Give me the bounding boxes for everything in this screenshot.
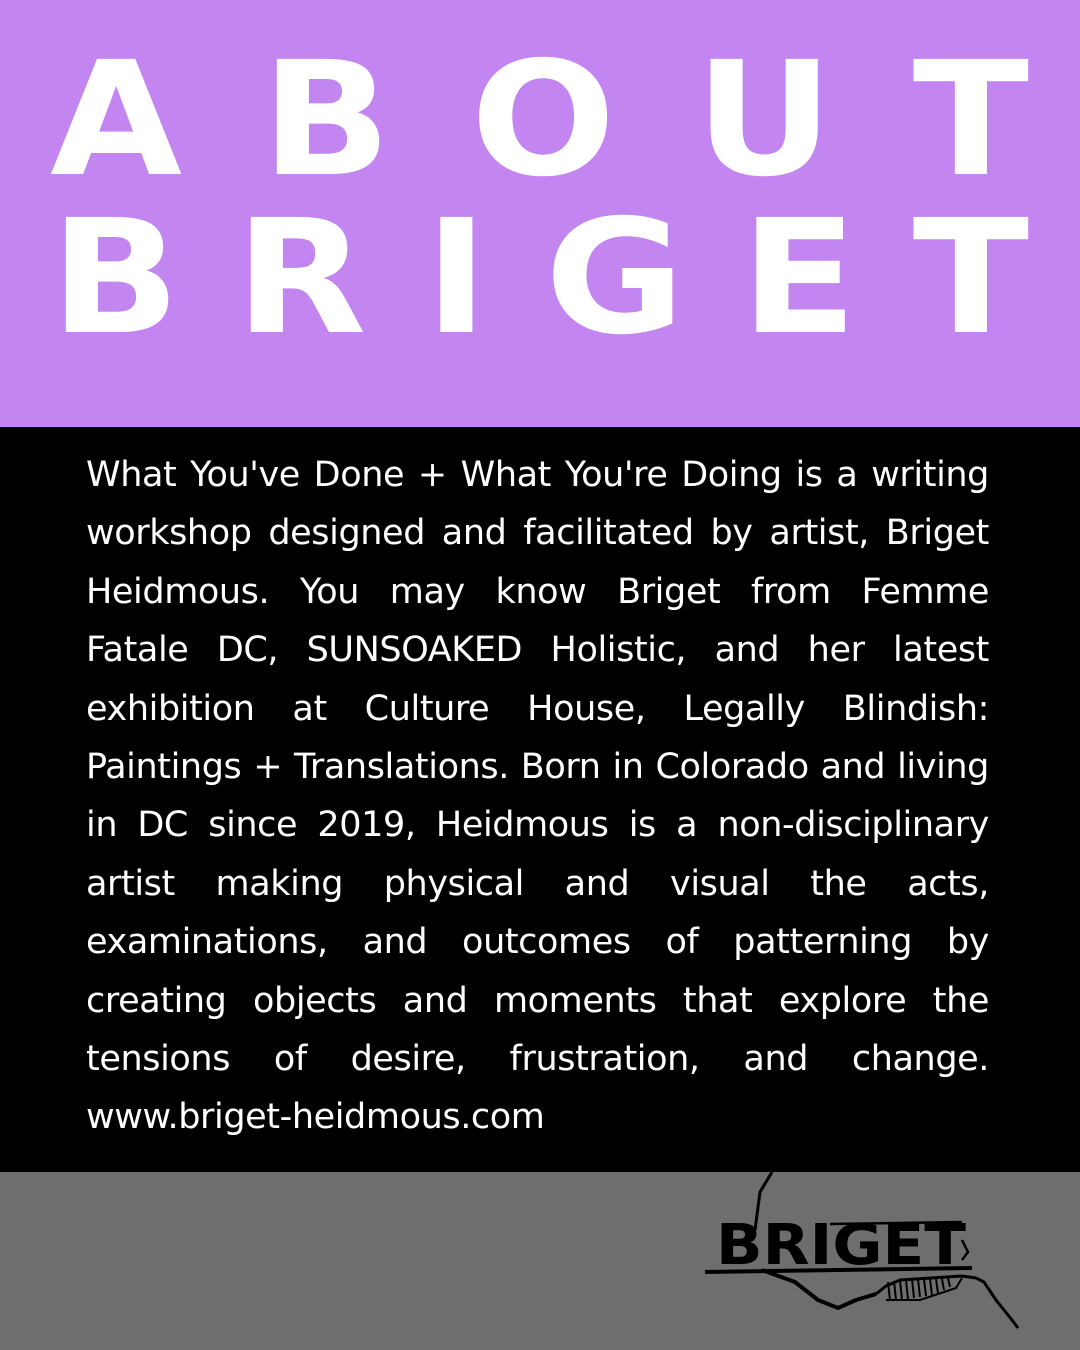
title-letter: U <box>694 28 834 212</box>
title-letter: T <box>912 186 1030 370</box>
title-letter: G <box>544 186 685 370</box>
title-banner <box>0 0 1080 427</box>
title-letter: R <box>235 186 367 370</box>
logo-outline <box>976 1278 1018 1328</box>
bio-text: What You've Done + What You're Doing is a writing workshop designed and facilitated by artist, Briget Heidmous. You may know Briget from Femme Fatale DC, SUNSOAKED Holistic, and her latest exhibition at Culture House, Legally Blindish: Paintings + Translations. Born in Colorado and living in DC since 2019, Heidmous is a non-disciplinary artist making physical and visual the acts, examinations, and outcomes of patterning by creating objects and moments that explore the tensions of desire, frustration, and change. www.briget-heidmous.com <box>86 455 989 1138</box>
title-line-about <box>50 28 1030 212</box>
title-letter: E <box>740 186 857 370</box>
title-letter: B <box>50 186 181 370</box>
title-letter: T <box>912 28 1030 212</box>
title-letter: A <box>50 28 183 212</box>
title-letter: O <box>470 28 616 212</box>
title-letter: I <box>424 186 488 370</box>
title-letter: B <box>261 28 392 212</box>
logo-wordmark: BRIGET <box>716 1213 966 1278</box>
briget-logo <box>700 1160 1030 1345</box>
title-line-briget <box>50 186 1030 370</box>
